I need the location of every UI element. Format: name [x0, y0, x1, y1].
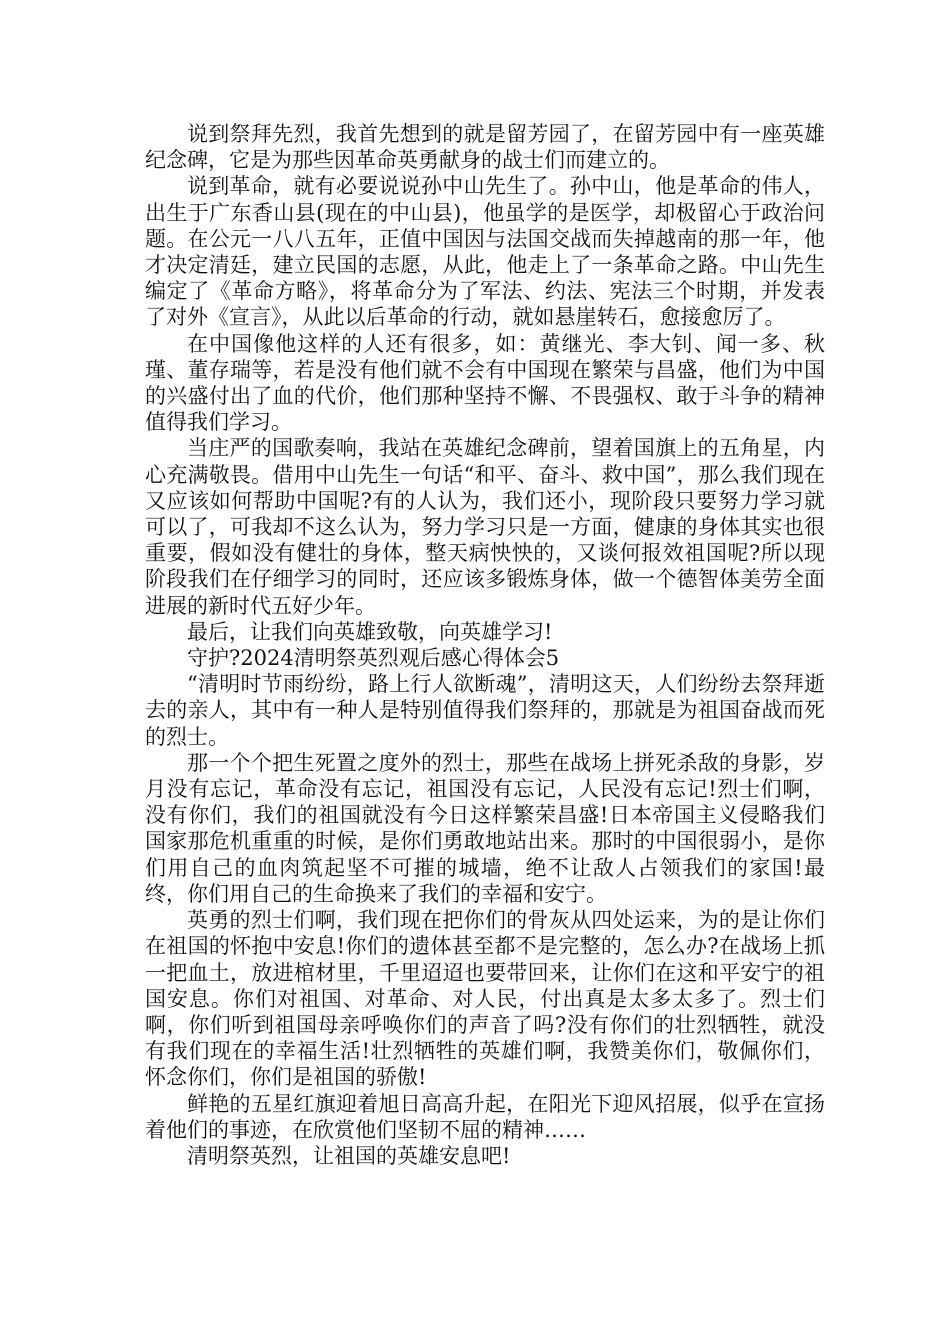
paragraph-heroes: 在中国像他这样的人还有很多，如：黄继光、李大钊、闻一多、秋瑾、董存瑞等，若是没有他们就不会有中国现在繁荣与昌盛，他们为中国的兴盛付出了血的代价，他们那种坚持不懈、不畏强权、敢于斗争的精神值得我们学习。 — [145, 331, 825, 435]
paragraph-salute: 最后，让我们向英雄致敬，向英雄学习! — [187, 619, 553, 644]
paragraph-closing: 清明祭英烈，让祖国的英雄安息吧! — [187, 1143, 511, 1168]
paragraph-brave-martyrs: 英勇的烈士们啊，我们现在把你们的骨灰从四处运来，为的是让你们在祖国的怀抱中安息!你们的遗体甚至都不是完整的，怎么办?在战场上抓一把血土，放进棺材里，千里迢迢也要带回来，让你们在这和平安宁的祖国安息。你们对祖国、对革命、对人民，付出真是太多太多了。烈士们啊，你们听到祖国母亲呼唤你们的声音了吗?没有你们的壮烈牺牲，就没有我们现在的幸福生活!壮烈牺牲的英雄们啊，我赞美你们，敬佩你们，怀念你们，你们是祖国的骄傲! — [145, 908, 825, 1090]
paragraph-qingming: “清明时节雨纷纷，路上行人欲断魂”，清明这天，人们纷纷去祭拜逝去的亲人，其中有一种人是特别值得我们祭拜的，那就是为祖国奋战而死的烈士。 — [145, 672, 825, 749]
paragraph-anthem: 当庄严的国歌奏响，我站在英雄纪念碑前，望着国旗上的五角星，内心充满敬畏。借用中山先生一句话“和平、奋斗、救中国”，那么我们现在又应该如何帮助中国呢?有的人认为，我们还小，现阶段只要努力学习就可以了，可我却不这么认为，努力学习只是一方面，健康的身体其实也很重要，假如没有健壮的身体，整天病怏怏的，又谈何报效祖国呢?所以现阶段我们在仔细学习的同时，还应该多锻炼身体，做一个德智体美劳全面进展的新时代五好少年。 — [145, 436, 825, 618]
paragraph-martyrs: 那一个个把生死置之度外的烈士，那些在战场上拼死杀敌的身影，岁月没有忘记，革命没有忘记，祖国没有忘记，人民没有忘记!烈士们啊，没有你们，我们的祖国就没有今日这样繁荣昌盛!日本帝国主义侵略我们国家那危机重重的时候，是你们勇敢地站出来。那时的中国很弱小，是你们用自己的血肉筑起坚不可摧的城墙，绝不让敌人占领我们的家国!最终，你们用自己的生命换来了我们的幸福和安宁。 — [145, 750, 825, 906]
section-title: 守护?2024清明祭英烈观后感心得体会5 — [187, 646, 560, 671]
paragraph-memorial: 说到祭拜先烈，我首先想到的就是留芳园了，在留芳园中有一座英雄纪念碑，它是为那些因革命英勇献身的战士们而建立的。 — [145, 122, 825, 173]
document-body — [145, 121, 825, 1169]
paragraph-sun-yat-sen: 说到革命，就有必要说说孙中山先生了。孙中山，他是革命的伟人，出生于广东香山县(现在的中山县)，他虽学的是医学，却极留心于政治问题。在公元一八八五年，正值中国因与法国交战而失掉越南的那一年，他才决定清廷，建立民国的志愿，从此，他走上了一条革命之路。中山先生编定了《革命方略》，将革命分为了军法、约法、宪法三个时期，并发表了对外《宣言》，从此以后革命的行动，就如悬崖转石，愈接愈厉了。 — [145, 174, 825, 330]
paragraph-flag: 鲜艳的五星红旗迎着旭日高高升起，在阳光下迎风招展，似乎在宣扬着他们的事迹，在欣赏他们坚韧不屈的精神…… — [145, 1091, 825, 1142]
